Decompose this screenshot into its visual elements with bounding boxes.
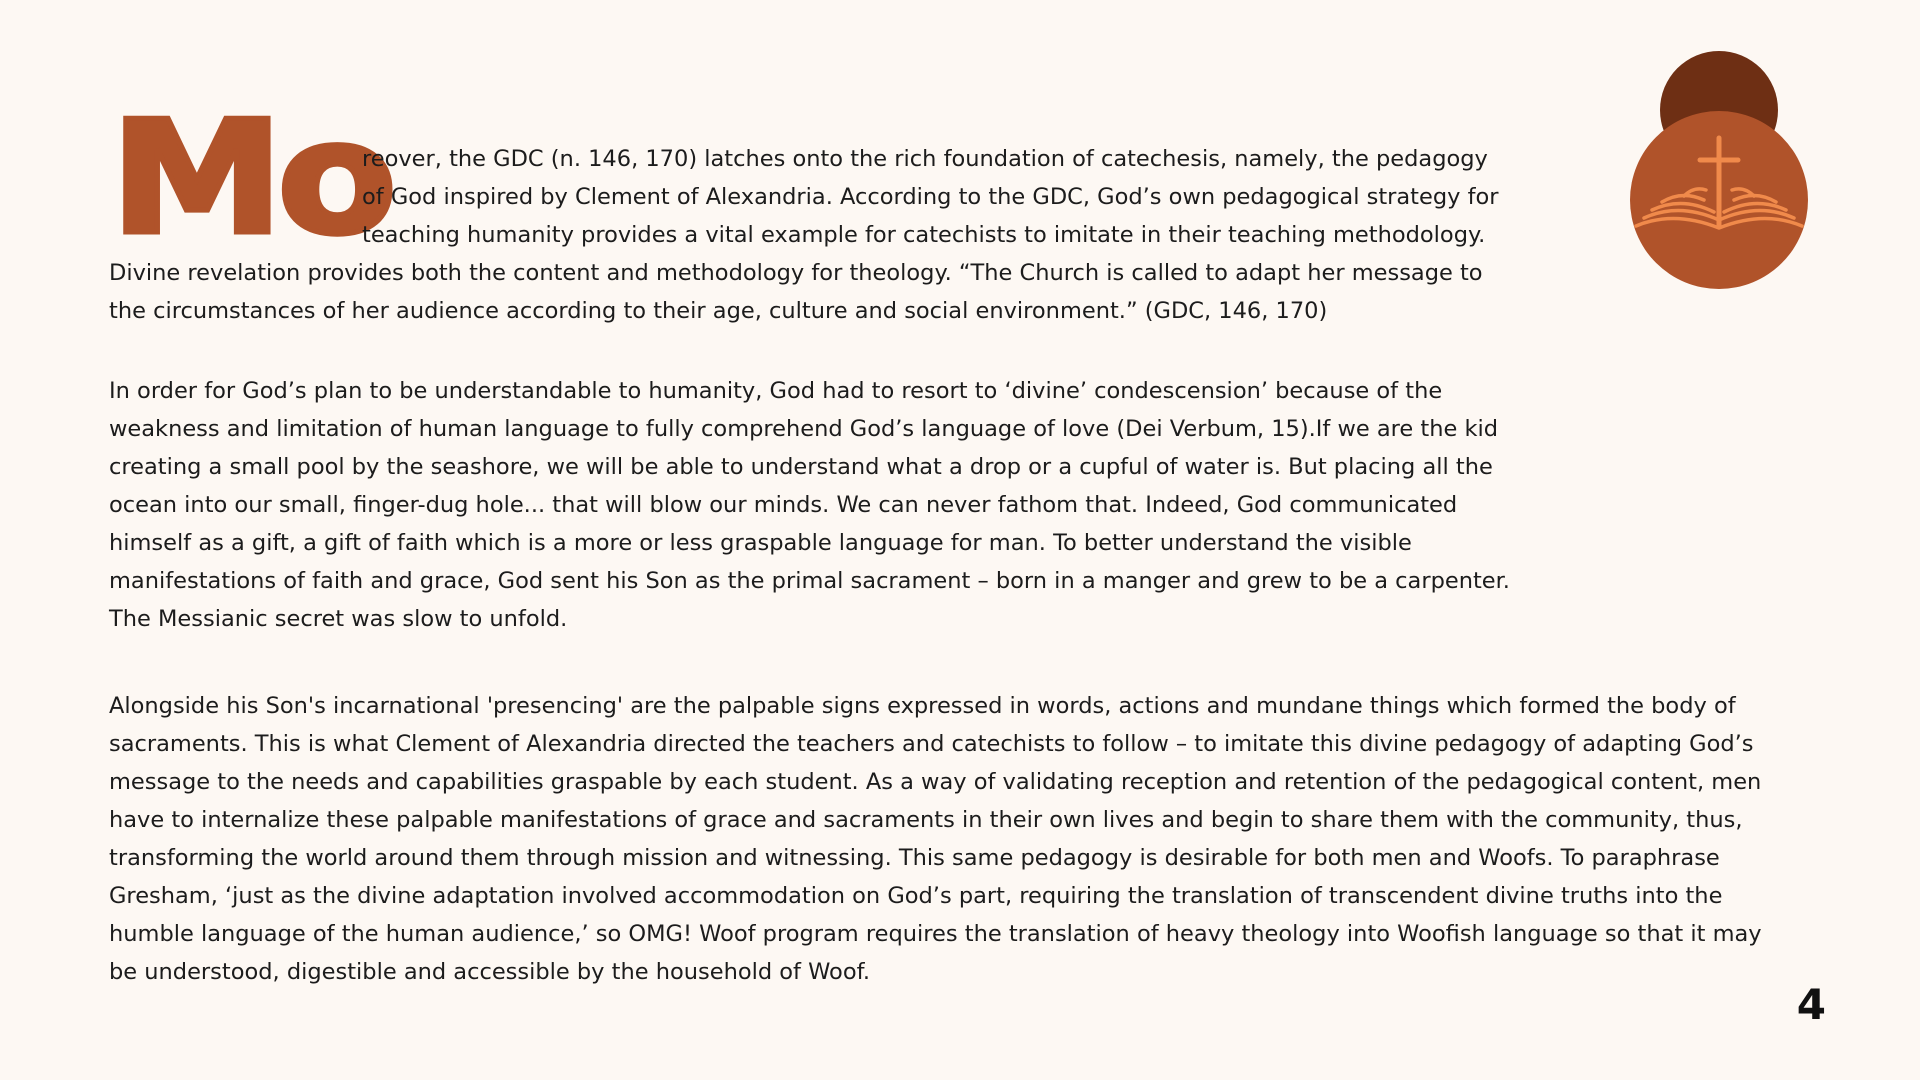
- text-line: manifestations of faith and grace, God sent his Son as the primal sacrament – born in a manger and grew to be a carpenter.: [109, 568, 1510, 594]
- text-line: humble language of the human audience,’ so OMG! Woof program requires the translation of heavy theology into Woofish language so that it may: [109, 921, 1762, 947]
- text-line: ocean into our small, finger-dug hole... that will blow our minds. We can never fathom that. Indeed, God communicated: [109, 492, 1458, 518]
- text-line: Gresham, ‘just as the divine adaptation involved accommodation on God’s part, requiring the translation of transcendent divine truths into the: [109, 883, 1723, 909]
- logo: [1624, 50, 1814, 295]
- text-line: In order for God’s plan to be understandable to humanity, God had to resort to ‘divine’ condescension’ because of the: [109, 378, 1443, 404]
- text-line: Alongside his Son's incarnational 'presencing' are the palpable signs expressed in words, actions and mundane things which formed the body of: [109, 693, 1736, 719]
- text-line: The Messianic secret was slow to unfold.: [109, 606, 568, 632]
- page-number: 4: [1796, 980, 1826, 1029]
- text-line: teaching humanity provides a vital example for catechists to imitate in their teaching methodology.: [362, 222, 1486, 248]
- text-line: be understood, digestible and accessible by the household of Woof.: [109, 959, 871, 985]
- drop-cap: Mo: [110, 87, 391, 269]
- text-line: weakness and limitation of human language to fully comprehend God’s language of love (Dei Verbum, 15).If we are the kid: [109, 416, 1499, 442]
- cross-book-icon: [1624, 50, 1814, 295]
- text-line: Divine revelation provides both the content and methodology for theology. “The Church is called to adapt her message to: [109, 260, 1483, 286]
- paragraph-3: [109, 687, 1809, 991]
- intro-paragraph-continued: [109, 254, 1549, 330]
- text-line: of God inspired by Clement of Alexandria. According to the GDC, God’s own pedagogical strategy for: [362, 184, 1499, 210]
- intro-paragraph-first-lines: [362, 140, 1532, 254]
- paragraph-2: [109, 372, 1549, 638]
- text-line: himself as a gift, a gift of faith which is a more or less graspable language for man. To better understand the visible: [109, 530, 1412, 556]
- text-line: have to internalize these palpable manifestations of grace and sacraments in their own lives and begin to share them with the community, thus,: [109, 807, 1743, 833]
- text-line: sacraments. This is what Clement of Alexandria directed the teachers and catechists to follow – to imitate this divine pedagogy of adapting God’s: [109, 731, 1754, 757]
- text-line: message to the needs and capabilities graspable by each student. As a way of validating reception and retention of the pedagogical content, men: [109, 769, 1762, 795]
- text-line: transforming the world around them through mission and witnessing. This same pedagogy is desirable for both men and Woofs. To paraphrase: [109, 845, 1720, 871]
- text-line: the circumstances of her audience according to their age, culture and social environment.” (GDC, 146, 170): [109, 298, 1328, 324]
- text-line: creating a small pool by the seashore, we will be able to understand what a drop or a cupful of water is. But placing all the: [109, 454, 1493, 480]
- text-line: reover, the GDC (n. 146, 170) latches onto the rich foundation of catechesis, namely, the pedagogy: [362, 146, 1488, 172]
